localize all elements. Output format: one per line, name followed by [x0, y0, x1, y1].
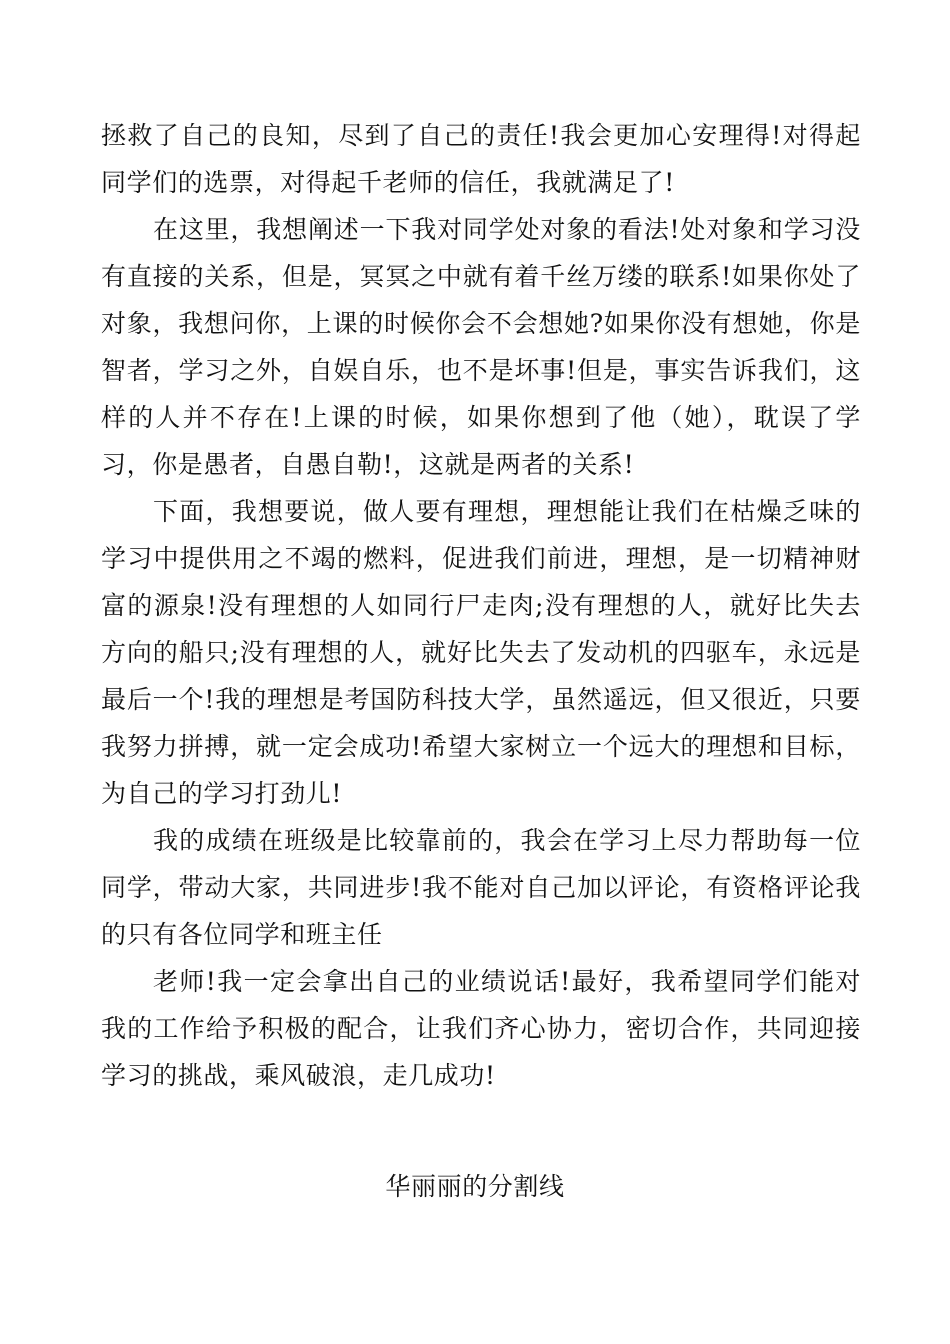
section-divider-text: 华丽丽的分割线	[385, 1172, 565, 1201]
paragraph-5: 老师!我一定会拿出自己的业绩说话!最好，我希望同学们能对我的工作给予积极的配合，让我们齐心协力，密切合作，共同迎接学习的挑战，乘风破浪，走几成功!	[101, 967, 861, 1090]
paragraph-4: 我的成绩在班级是比较靠前的，我会在学习上尽力帮助每一位同学，带动大家，共同进步!我不能对自己加以评论，有资格评论我的只有各位同学和班主任	[101, 826, 861, 949]
paragraph-2: 在这里，我想阐述一下我对同学处对象的看法!处对象和学习没有直接的关系，但是，冥冥之中就有着千丝万缕的联系!如果你处了对象，我想问你，上课的时候你会不会想她?如果你没有想她，你是智者，学习之外，自娱自乐，也不是坏事!但是，事实告诉我们，这样的人并不存在!上课的时候，如果你想到了他（她），耽误了学习，你是愚者，自愚自勒!，这就是两者的关系!	[101, 215, 861, 479]
document-body	[101, 112, 861, 1099]
paragraph-1: 拯救了自己的良知，尽到了自己的责任!我会更加心安理得!对得起同学们的选票，对得起千老师的信任，我就满足了!	[101, 121, 861, 197]
paragraph-3: 下面，我想要说，做人要有理想，理想能让我们在枯燥乏味的学习中提供用之不竭的燃料，促进我们前进，理想，是一切精神财富的源泉!没有理想的人如同行尸走肉;没有理想的人，就好比失去方向的船只;没有理想的人，就好比失去了发动机的四驱车，永远是最后一个!我的理想是考国防科技大学，虽然遥远，但又很近，只要我努力拼搏，就一定会成功!希望大家树立一个远大的理想和目标，为自己的学习打劲儿!	[101, 497, 861, 808]
